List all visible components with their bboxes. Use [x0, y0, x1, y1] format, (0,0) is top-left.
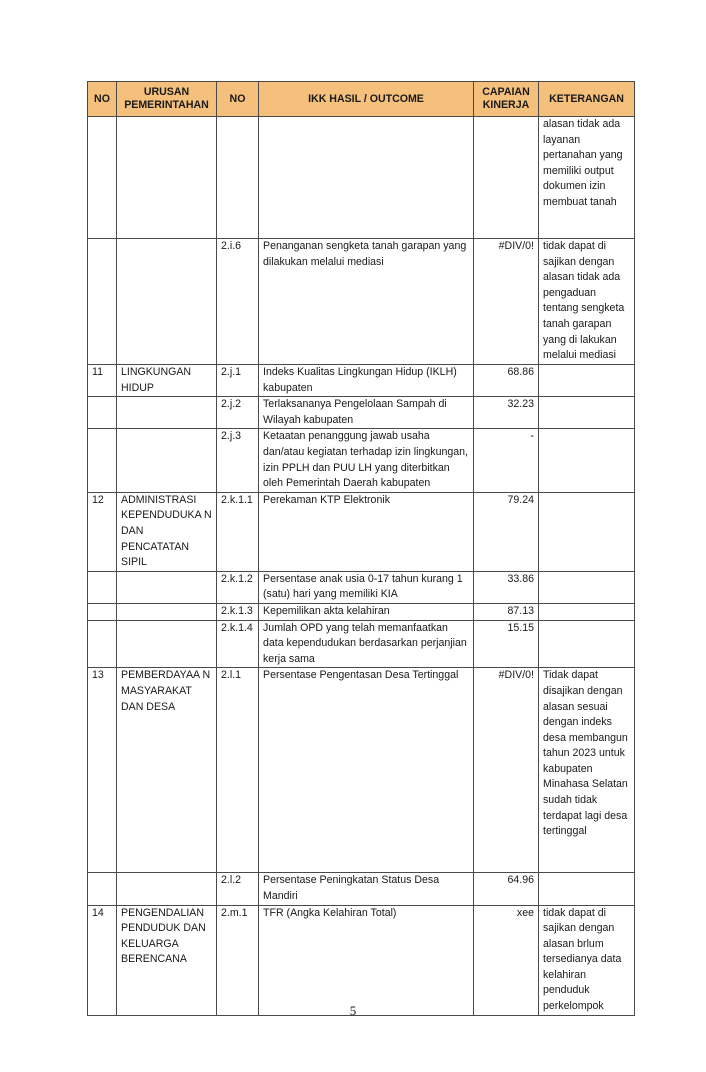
cell-capaian: 32.23 [474, 397, 539, 429]
cell-capaian: #DIV/0! [474, 239, 539, 365]
cell-ikk: Perekaman KTP Elektronik [259, 492, 474, 571]
cell-no: 14 [88, 905, 117, 1015]
cell-code: 2.k.1.2 [217, 571, 259, 603]
cell-keterangan [539, 492, 635, 571]
cell-keterangan [539, 571, 635, 603]
cell-urusan [117, 873, 217, 905]
cell-urusan: LINGKUNGAN HIDUP [117, 365, 217, 397]
cell-urusan [117, 117, 217, 239]
cell-urusan [117, 620, 217, 668]
cell-code: 2.k.1.4 [217, 620, 259, 668]
cell-ikk: TFR (Angka Kelahiran Total) [259, 905, 474, 1015]
cell-code: 2.l.2 [217, 873, 259, 905]
cell-keterangan [539, 873, 635, 905]
cell-keterangan [539, 397, 635, 429]
table-row [88, 905, 635, 1015]
cell-ikk: Persentase Peningkatan Status Desa Mandiri [259, 873, 474, 905]
cell-urusan [117, 603, 217, 620]
cell-code: 2.m.1 [217, 905, 259, 1015]
cell-no [88, 603, 117, 620]
table-row [88, 397, 635, 429]
cell-no [88, 873, 117, 905]
header-keterangan: KETERANGAN [539, 82, 635, 117]
ikk-table [87, 81, 635, 1016]
table-body [88, 117, 635, 1016]
table-header-row [88, 82, 635, 117]
cell-ikk: Persentase anak usia 0-17 tahun kurang 1 (satu) hari yang memiliki KIA [259, 571, 474, 603]
table-row [88, 571, 635, 603]
cell-code: 2.l.1 [217, 668, 259, 873]
table-row [88, 429, 635, 492]
cell-ikk: Kepemilikan akta kelahiran [259, 603, 474, 620]
cell-code: 2.i.6 [217, 239, 259, 365]
cell-urusan [117, 429, 217, 492]
header-urusan: URUSAN PEMERINTAHAN [117, 82, 217, 117]
cell-keterangan: tidak dapat di sajikan dengan alasan tidak ada pengaduan tentang sengketa tanah garapan yang di lakukan melalui mediasi [539, 239, 635, 365]
cell-urusan [117, 397, 217, 429]
cell-capaian: xee [474, 905, 539, 1015]
cell-capaian: 87.13 [474, 603, 539, 620]
table-row [88, 873, 635, 905]
cell-urusan: PEMBERDAYAA N MASYARAKAT DAN DESA [117, 668, 217, 873]
table-row [88, 668, 635, 873]
table-row [88, 365, 635, 397]
cell-capaian: 15.15 [474, 620, 539, 668]
cell-capaian: 68.86 [474, 365, 539, 397]
cell-no [88, 397, 117, 429]
cell-code: 2.k.1.3 [217, 603, 259, 620]
cell-keterangan: alasan tidak ada layanan pertanahan yang memiliki output dokumen izin membuat tanah [539, 117, 635, 239]
cell-keterangan: Tidak dapat disajikan dengan alasan sesuai dengan indeks desa membangun tahun 2023 untuk kabupaten Minahasa Selatan sudah tidak terdapat lagi desa tertinggal [539, 668, 635, 873]
cell-ikk: Penanganan sengketa tanah garapan yang dilakukan melalui mediasi [259, 239, 474, 365]
cell-no: 12 [88, 492, 117, 571]
cell-ikk: Terlaksananya Pengelolaan Sampah di Wilayah kabupaten [259, 397, 474, 429]
cell-keterangan [539, 429, 635, 492]
table-row [88, 117, 635, 239]
cell-no [88, 429, 117, 492]
cell-capaian: 79.24 [474, 492, 539, 571]
cell-urusan [117, 571, 217, 603]
header-capaian: CAPAIAN KINERJA [474, 82, 539, 117]
cell-keterangan [539, 603, 635, 620]
cell-code: 2.j.3 [217, 429, 259, 492]
page-number: 5 [349, 1003, 357, 1018]
cell-keterangan [539, 620, 635, 668]
cell-capaian: 64.96 [474, 873, 539, 905]
cell-capaian: 33.86 [474, 571, 539, 603]
cell-no: 13 [88, 668, 117, 873]
cell-capaian: #DIV/0! [474, 668, 539, 873]
table-row [88, 620, 635, 668]
cell-capaian: - [474, 429, 539, 492]
cell-code: 2.k.1.1 [217, 492, 259, 571]
cell-no: 11 [88, 365, 117, 397]
header-no-ikk: NO [217, 82, 259, 117]
cell-ikk: Ketaatan penanggung jawab usaha dan/atau kegiatan terhadap izin lingkungan, izin PPLH dan PUU LH yang diterbitkan oleh Pemerintah Daerah kabupaten [259, 429, 474, 492]
cell-code: 2.j.2 [217, 397, 259, 429]
table-row [88, 239, 635, 365]
cell-code [217, 117, 259, 239]
cell-ikk: Indeks Kualitas Lingkungan Hidup (IKLH) kabupaten [259, 365, 474, 397]
cell-urusan: ADMINISTRASI KEPENDUDUKA N DAN PENCATATAN SIPIL [117, 492, 217, 571]
cell-capaian [474, 117, 539, 239]
cell-keterangan [539, 365, 635, 397]
cell-urusan: PENGENDALIAN PENDUDUK DAN KELUARGA BERENCANA [117, 905, 217, 1015]
table-row [88, 492, 635, 571]
cell-urusan [117, 239, 217, 365]
cell-keterangan: tidak dapat di sajikan dengan alasan brlum tersedianya data kelahiran penduduk perkelompok [539, 905, 635, 1015]
header-ikk: IKK HASIL / OUTCOME [259, 82, 474, 117]
cell-code: 2.j.1 [217, 365, 259, 397]
cell-ikk [259, 117, 474, 239]
header-no: NO [88, 82, 117, 117]
cell-no [88, 571, 117, 603]
cell-ikk: Persentase Pengentasan Desa Tertinggal [259, 668, 474, 873]
table-row [88, 603, 635, 620]
cell-ikk: Jumlah OPD yang telah memanfaatkan data kependudukan berdasarkan perjanjian kerja sama [259, 620, 474, 668]
cell-no [88, 117, 117, 239]
cell-no [88, 239, 117, 365]
cell-no [88, 620, 117, 668]
